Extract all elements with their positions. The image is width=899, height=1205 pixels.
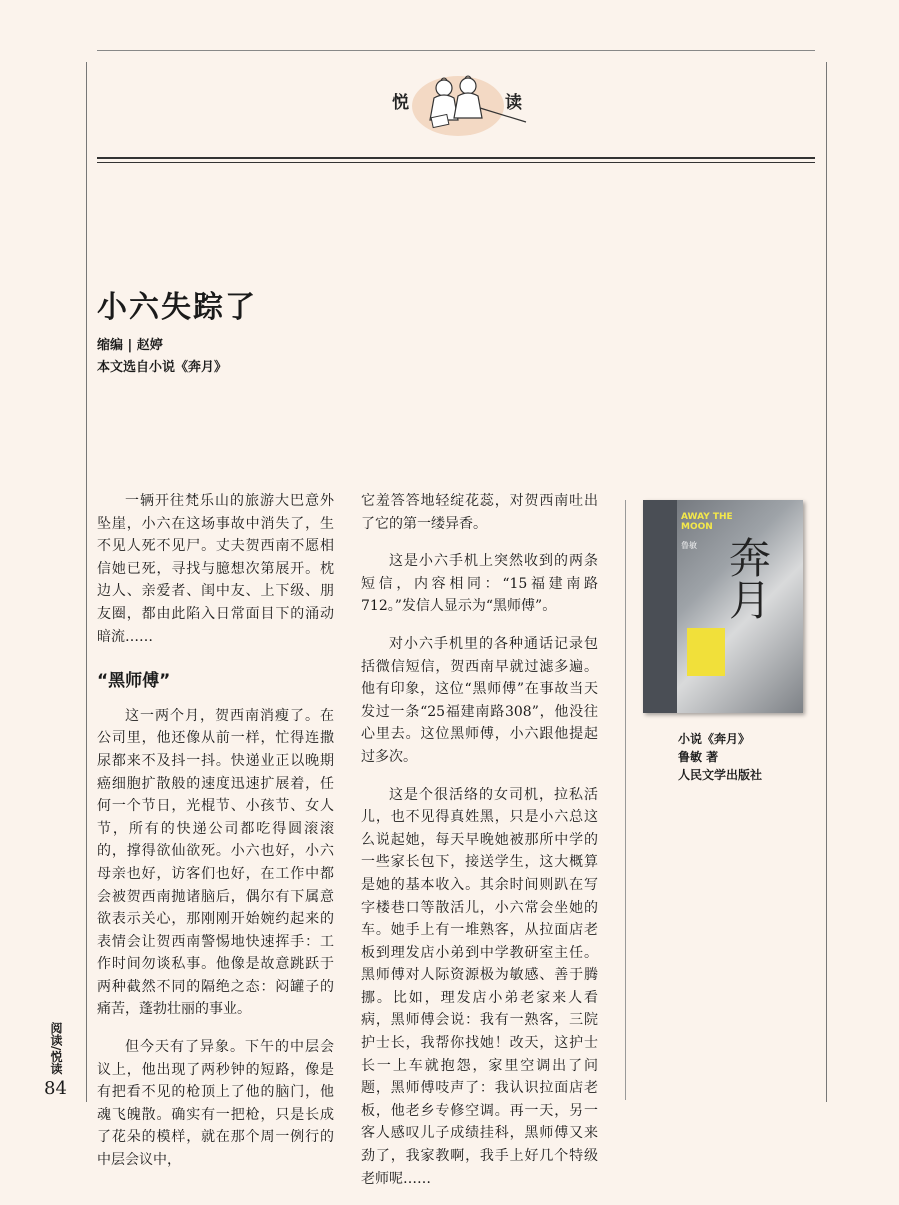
book-cover	[643, 500, 803, 713]
caption-title: 小说《奔月》	[678, 732, 751, 746]
byline: 缩编 | 赵婷	[97, 338, 163, 353]
header-label-left: 悦	[392, 93, 411, 113]
article-title: 小六失踪了	[97, 290, 257, 325]
left-column	[97, 490, 334, 1187]
body-paragraph: 这是小六手机上突然收到的两条短信，内容相同：“15福建南路712。”发信人显示为“黑师傅”。	[361, 553, 598, 615]
page-number: 84	[44, 1078, 67, 1099]
book-cover-title: 奔月	[723, 536, 772, 620]
intro-paragraph: 一辆开往梵乐山的旅游大巴意外坠崖，小六在这场事故中消失了，生不见人死不见尸。丈夫贺西南不愿相信她已死，寻找与臆想次第展开。枕边人、亲爱者、闺中友、上下级、朋友圈，都由此陷入日常面目下的涌动暗流……	[97, 493, 334, 645]
magazine-name: 阅读/悦读	[49, 1022, 63, 1075]
header-rule-2	[97, 162, 815, 163]
body-paragraph: 这是个很活络的女司机，拉私活儿，也不见得真姓黑，只是小六总这么说起她，每天早晚她被那所中学的一些家长包下，接送学生，这大概算是她的基本收入。其余时间则趴在写字楼巷口等散活儿，小六常会坐她的车。她手上有一堆熟客，从拉面店老板到理发店小弟到中学教研室主任。黑师傅对人际资源极为敏感、善于腾挪。比如，理发店小弟老家来人看病，黑师傅会说：我有一熟客，三院护士长，我帮你找她！改天，这护士长一上车就抱怨，家里空调出了问题，黑师傅吱声了：我认识拉面店老板，他老乡专修空调。再一天，另一客人感叹儿子成绩挂科，黑师傅又来劲了，我家教啊，我手上好几个特级老师呢……	[361, 786, 598, 1187]
section-heading: “黑师傅”	[97, 671, 171, 692]
caption-author: 鲁敏 著	[678, 750, 719, 764]
column-divider	[625, 500, 626, 1100]
header-rule-1	[97, 157, 815, 159]
frame-left	[86, 62, 87, 1102]
body-paragraph: 对小六手机里的各种通话记录包括微信短信，贺西南早就过滤多遍。他有印象，这位“黑师傅”在事故当天发过一条“25福建南路308”，他没往心里去。这位黑师傅，小六跟他提起过多次。	[361, 635, 598, 765]
body-paragraph: 这一两个月，贺西南消瘦了。在公司里，他还像从前一样，忙得连撒尿都来不及抖一抖。快递业正以晚期癌细胞扩散般的速度迅速扩展着，任何一个节日，光棍节、小孩节、女人节，所有的快递公司都吃得圆滚滚的，撑得欲仙欲死。小六也好，小六母亲也好，访客们也好，在工作中都会被贺西南抛诸脑后，偶尔有下属意欲表示关心，那刚刚开始婉约起来的表情会让贺西南警惕地快速挥手：工作时间勿谈私事。他像是故意跳跃于两种截然不同的隔绝之态：闷罐子的痛苦，蓬勃壮丽的事业。	[97, 707, 334, 1018]
body-paragraph: 但今天有了异象。下午的中层会议上，他出现了两秒钟的短路，像是有把看不见的枪顶上了他的脑门，他魂飞魄散。确实有一把枪，只是长成了花朵的模样，就在那个周一例行的中层会议中，	[97, 1039, 334, 1169]
middle-column	[361, 490, 598, 1205]
caption-publisher: 人民文学出版社	[678, 768, 763, 782]
book-cover-author: 鲁敏	[681, 541, 697, 550]
book-cover-english: AWAY THE MOON	[681, 512, 733, 532]
book-cover-sticker	[687, 628, 725, 676]
header-label-right: 读	[505, 93, 524, 113]
source-note: 本文选自小说《奔月》	[97, 360, 228, 375]
top-rule	[97, 50, 815, 51]
book-spine	[643, 500, 677, 713]
reading-children-illustration	[408, 68, 528, 138]
body-paragraph: 它羞答答地轻绽花蕊，对贺西南吐出了它的第一缕异香。	[361, 493, 598, 532]
frame-right	[826, 62, 827, 1102]
